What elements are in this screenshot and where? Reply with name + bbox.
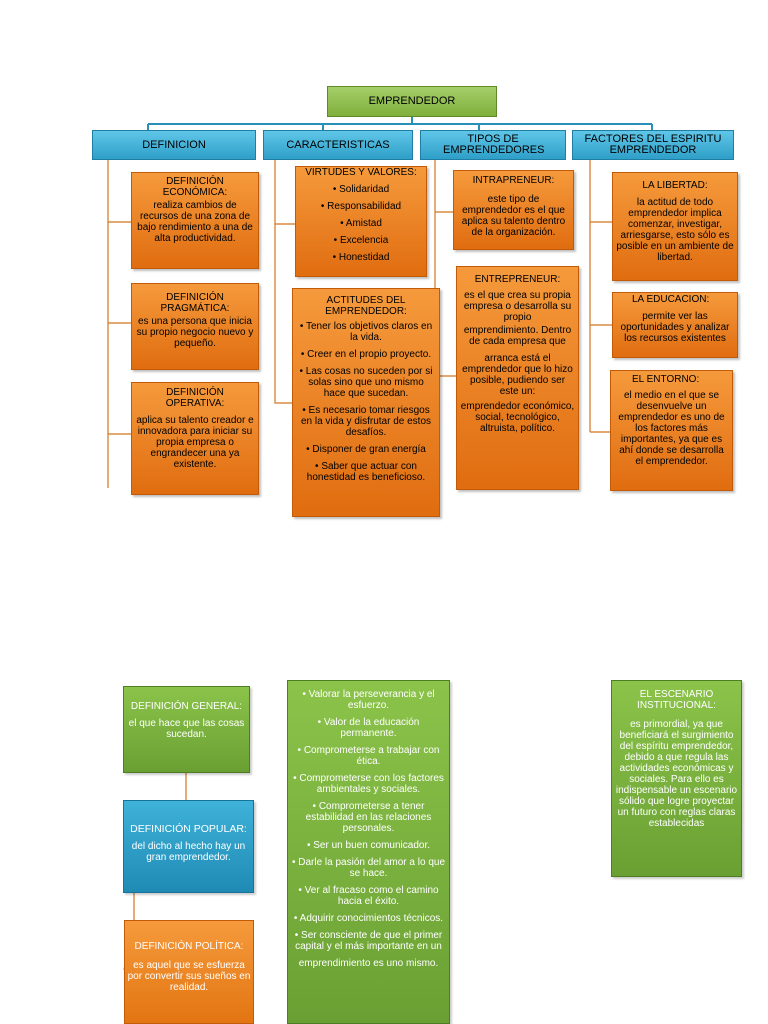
entrepreneur-text-3: arranca está el emprendedor que lo hizo posible, pudiendo ser este un: [462, 353, 573, 397]
valor-item: • Comprometerse a trabajar con ética. [297, 745, 440, 767]
definicion-popular-box [123, 800, 254, 893]
virtud-item: • Honestidad [332, 252, 390, 263]
definicion-politica-box [124, 920, 254, 1024]
definicion-general-title: DEFINICIÓN GENERAL: [130, 701, 243, 712]
definicion-operativa-box [131, 382, 259, 495]
header-tipos-emprendedores: TIPOS DE EMPRENDEDORES [420, 130, 566, 160]
libertad-text: la actitud de todo emprendedor implica comenzar, investigar, arriesgarse, esto sólo es posible en un ambiente de libertad. [616, 197, 734, 263]
actitud-item: • Las cosas no suceden por si solas sino que uno mismo hace que sucedan. [299, 366, 433, 399]
root-node-emprendedor [327, 86, 497, 117]
header-definicion: DEFINICION [92, 130, 256, 160]
actitud-item: • Saber que actuar con honestidad es beneficioso. [306, 461, 426, 483]
virtudes-valores-box [295, 166, 427, 277]
definicion-economica-text: realiza cambios de recursos de una zona de bajo rendimiento a una de alta productividad. [137, 200, 253, 244]
virtud-item: • Responsabilidad [320, 201, 402, 212]
actitud-item: • Es necesario tomar riesgos en la vida y disfrutar de estos desafíos. [300, 405, 432, 438]
header-caracteristicas: CARACTERISTICAS [263, 130, 413, 160]
entrepreneur-title: ENTREPRENEUR: [474, 274, 561, 285]
escenario-text: es primordial, ya que beneficiará el surgimiento del espíritu emprendedor, debido a que regula las actividades económicas y sociales. Para ello es indispensable un escenario sólido que logre proyectar un futuro con reglas claras establecidas [615, 719, 738, 829]
actitudes-emprendedor-box [292, 288, 440, 517]
definicion-popular-title: DEFINICIÓN POPULAR: [130, 823, 247, 835]
entorno-text: el medio en el que se desenvuelve un emprendedor es uno de los factores más importantes, ya que es ahí donde se desarrolla el emprendedor. [618, 390, 725, 467]
valor-item: emprendimiento es uno mismo. [298, 958, 439, 969]
valor-item: • Comprometerse con los factores ambientales y sociales. [293, 773, 444, 795]
definicion-pragmatica-title: DEFINICIÓN PRAGMÁTICA: [160, 292, 230, 314]
valor-item: • Adquirir conocimientos técnicos. [293, 913, 444, 924]
intrapreneur-text: este tipo de emprendedor es el que aplica su talento dentro de la organización. [461, 194, 566, 238]
virtud-item: • Amistad [340, 218, 382, 229]
valor-item: • Ver al fracaso como el camino hacia el éxito. [298, 885, 439, 907]
libertad-box [612, 172, 738, 281]
valor-item: • Ser consciente de que el primer capital y el más importante en un [294, 930, 443, 952]
definicion-operativa-text: aplica su talento creador e innovadora para iniciar su propia empresa o engrandecer una ya existente. [136, 415, 254, 470]
header-factores-espiritu: FACTORES DEL ESPIRITU EMPRENDEDOR [572, 130, 734, 160]
entorno-title: EL ENTORNO: [632, 374, 700, 385]
escenario-title: EL ESCENARIO INSTITUCIONAL: [637, 689, 716, 711]
definicion-economica-box [131, 172, 259, 269]
entrepreneur-text-2: emprendimiento. Dentro de cada empresa que [463, 325, 572, 347]
valor-item: • Ser un buen comunicador. [306, 840, 431, 851]
definicion-popular-text: del dicho al hecho hay un gran emprendedor. [131, 841, 246, 863]
intrapreneur-box [453, 170, 574, 250]
virtud-item: • Solidaridad [332, 184, 390, 195]
libertad-title: LA LIBERTAD: [642, 180, 708, 191]
intrapreneur-title: INTRAPRENEUR: [472, 175, 555, 186]
valor-item: • Darle la pasión del amor a lo que se hace. [291, 857, 446, 879]
definicion-general-text: el que hace que las cosas sucedan. [128, 718, 245, 740]
definicion-politica-text: es aquel que se esfuerza por convertir sus sueños en realidad. [127, 960, 251, 993]
entrepreneur-box [456, 266, 579, 490]
valores-list-box [287, 680, 450, 1024]
definicion-politica-title: DEFINICIÓN POLÍTICA: [134, 941, 244, 952]
definicion-economica-title: DEFINICIÓN ECONÓMICA: [162, 176, 228, 198]
valor-item: • Valor de la educación permanente. [317, 717, 420, 739]
entorno-box [610, 370, 733, 491]
root-label: EMPRENDEDOR [368, 95, 456, 107]
definicion-operativa-title: DEFINICIÓN OPERATIVA: [165, 387, 225, 409]
entrepreneur-text-1: es el que crea su propia empresa o desarrolla su propio [463, 290, 572, 323]
virtud-item: • Excelencia [333, 235, 389, 246]
escenario-institucional-box [611, 680, 742, 877]
actitudes-title: ACTITUDES DEL EMPRENDEDOR: [325, 295, 407, 317]
definicion-pragmatica-box [131, 283, 259, 370]
valor-item: • Comprometerse a tener estabilidad en las relaciones personales. [305, 801, 432, 834]
actitud-item: • Tener los objetivos claros en la vida. [299, 321, 433, 343]
educacion-text: permite ver las oportunidades y analizar los recursos existentes [620, 311, 730, 344]
entrepreneur-text-4: emprendedor económico, social, tecnológico, altruista, político. [460, 401, 575, 434]
definicion-general-box [123, 686, 250, 773]
definicion-pragmatica-text: es una persona que inicia su propio negocio nuevo y pequeño. [136, 316, 254, 349]
actitud-item: • Disponer de gran energía [306, 444, 426, 455]
virtudes-valores-title: VIRTUDES Y VALORES: [305, 167, 417, 178]
actitud-item: • Creer en el propio proyecto. [300, 349, 432, 360]
educacion-box [612, 292, 738, 358]
educacion-title: LA EDUCACION: [632, 294, 710, 305]
valor-item: • Valorar la perseverancia y el esfuerzo. [302, 689, 435, 711]
